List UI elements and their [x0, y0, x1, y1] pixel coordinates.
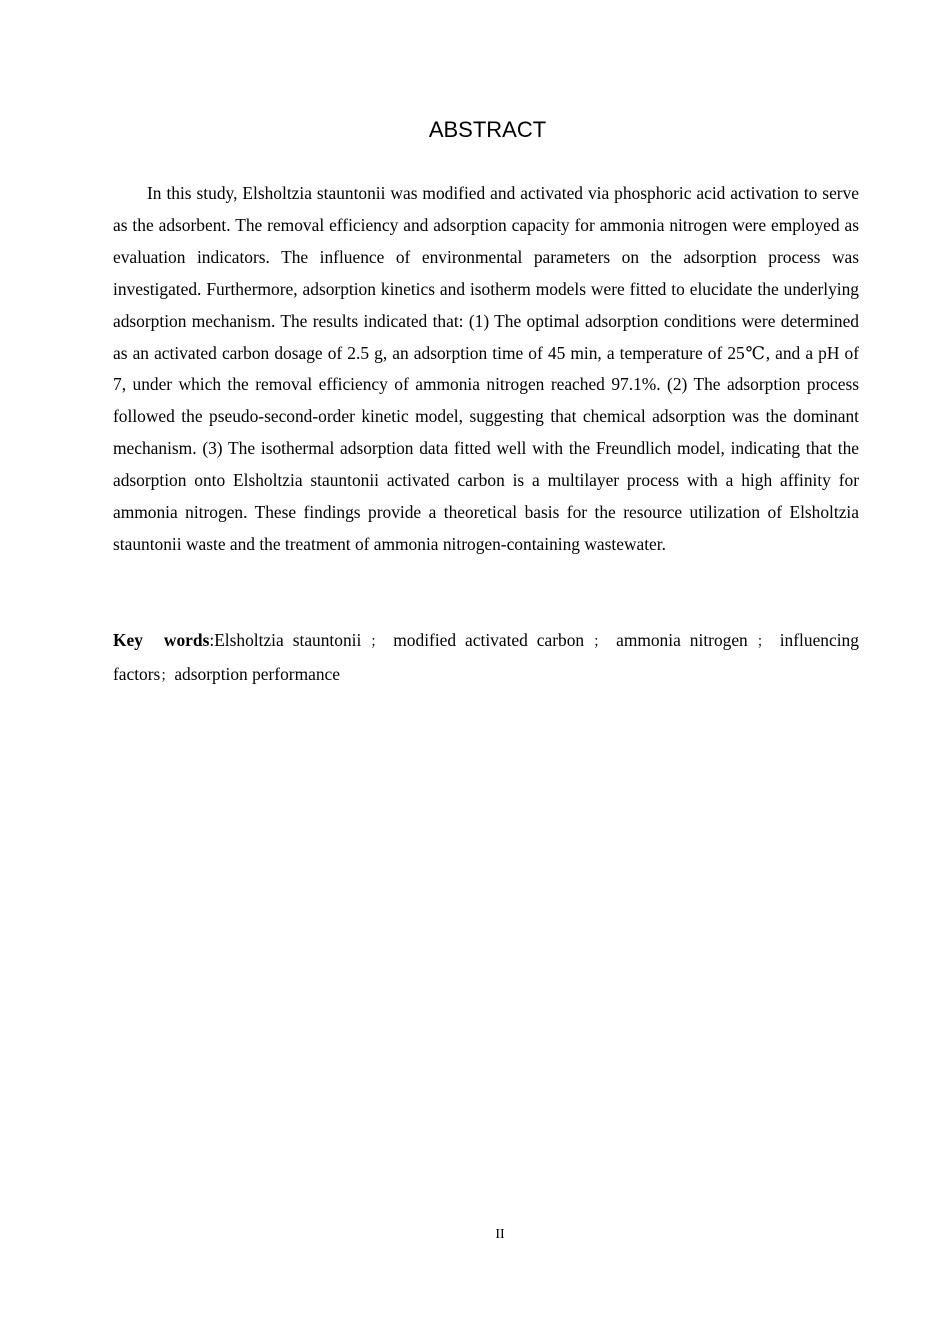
- abstract-paragraph: In this study, Elsholtzia stauntonii was modified and activated via phosphoric acid activation to serve as the adsorbent. The removal efficiency and adsorption capacity for ammonia nitrogen were employed as evaluation indicators. The influence of environmental parameters on the adsorption process was investigated. Furthermore, adsorption kinetics and isotherm models were fitted to elucidate the underlying adsorption mechanism. The results indicated that: (1) The optimal adsorption conditions were determined as an activated carbon dosage of 2.5 g, an adsorption time of 45 min, a temperature of 25℃, and a pH of 7, under which the removal efficiency of ammonia nitrogen reached 97.1%. (2) The adsorption process followed the pseudo-second-order kinetic model, suggesting that chemical adsorption was the dominant mechanism. (3) The isothermal adsorption data fitted well with the Freundlich model, indicating that the adsorption onto Elsholtzia stauntonii activated carbon is a multilayer process with a high affinity for ammonia nitrogen. These findings provide a theoretical basis for the resource utilization of Elsholtzia stauntonii waste and the treatment of ammonia nitrogen-containing wastewater.: [113, 183, 859, 554]
- keywords-label: Key words: [113, 630, 210, 650]
- keyword-item: ammonia nitrogen: [616, 630, 748, 650]
- keyword-item: influencing factors: [113, 630, 859, 684]
- keyword-item: adsorption performance: [174, 663, 340, 684]
- abstract-heading: ABSTRACT: [428, 117, 547, 142]
- keywords-line: [113, 625, 859, 693]
- keyword-separator: ；: [370, 634, 385, 650]
- keyword-separator: ；: [593, 634, 608, 650]
- keyword-item: modified activated carbon: [393, 630, 585, 650]
- page-number: II: [495, 1227, 505, 1242]
- keyword-separator: ；: [756, 634, 771, 650]
- keyword-item: Elsholtzia stauntonii: [214, 630, 362, 650]
- keyword-separator: ；: [160, 667, 175, 684]
- keywords-colon: :: [209, 630, 215, 650]
